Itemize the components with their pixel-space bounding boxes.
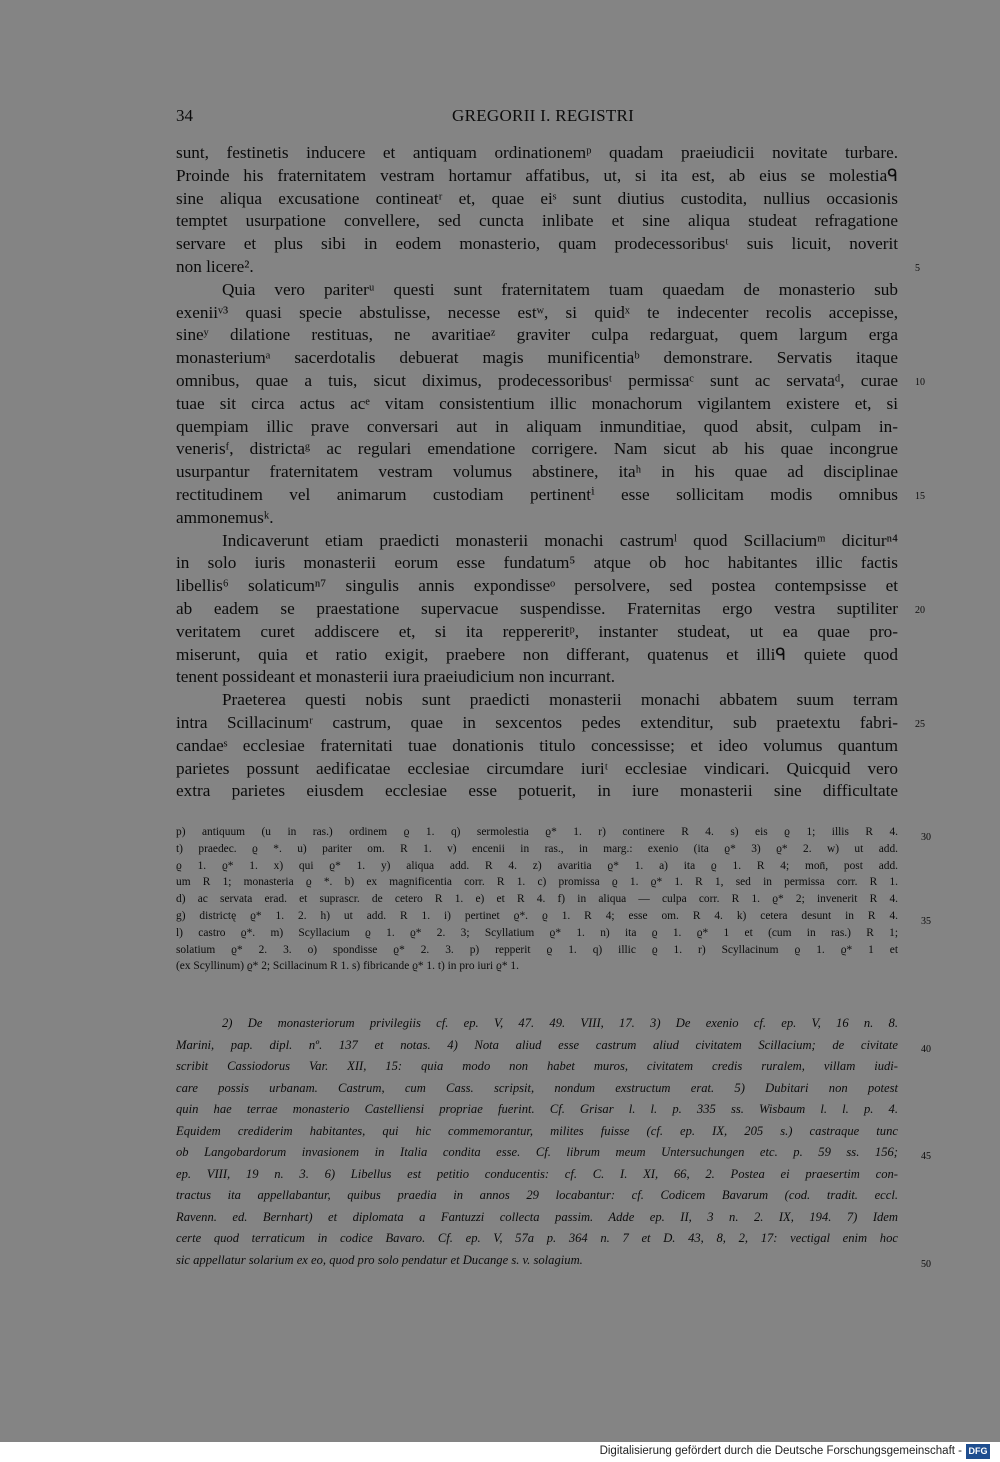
main-line: libellis⁶ solaticumⁿ⁷ singulis annis expondisseᵒ persolvere, sed postea contempsisse et <box>176 576 898 596</box>
line-number: 30 <box>921 832 931 843</box>
app-line: um R 1; monasteria ϱ *. b) ex magnificentia corr. R 1. c) promissa ϱ 1. ϱ* 1. R 1, sed in permissa corr. R 1. <box>176 876 898 889</box>
footer-credit: Digitalisierung gefördert durch die Deutsche Forschungsgemeinschaft - <box>599 1445 962 1457</box>
fn-line: sic appellatur solarium ex eo, quod pro solo pendatur et Ducange s. v. solagium. <box>176 1252 583 1267</box>
fn-line: tractus ita appellabantur, quibus praedia in annos 29 locabantur: cf. Codicem Bavarum (cod. tradit. eccl. <box>176 1188 898 1202</box>
main-line: servare et plus sibi in eodem monasterio, quam prodecessoribusᵗ suis licuit, noverit <box>176 234 898 254</box>
main-line: sineʸ dilatione restituas, ne avaritiaeᶻ graviter culpa redarguat, quem largum erga <box>176 325 898 345</box>
main-line: Praeterea questi nobis sunt praedicti monasterii monachi abbatem suum terram <box>222 690 898 710</box>
main-line: ammonemusᵏ. <box>176 507 274 527</box>
line-number: 40 <box>921 1043 931 1055</box>
fn-line: Marini, pap. dipl. nº. 137 et notas. 4) Nota aliud esse castrum aliud civitatem Scillacium; de civitate <box>176 1037 898 1052</box>
app-line: l) castro ϱ*. m) Scyllacium ϱ 1. ϱ* 2. 3; Scyllatium ϱ* 1. n) ita ϱ 1. ϱ* 1 et (cum in ras.) R 1; <box>176 926 898 939</box>
app-line: p) antiquum (u in ras.) ordinem ϱ 1. q) sermolestia ϱ* 1. r) continere R 4. s) eis ϱ 1; illis R 4. <box>176 826 898 838</box>
line-number: 45 <box>921 1151 931 1162</box>
fn-line: scribit Cassiodorus Var. XII, 15: quia modo non habet muros, civitatem credis ruralem, villam iudi- <box>176 1059 898 1073</box>
main-line: intra Scillacinumʳ castrum, quae in sexcentos pedes extenditur, sub praetextu fabri- <box>176 713 898 732</box>
main-line: temptet usurpatione convellere, sed cuncta inlibate et sine aliqua studeat refragatione <box>176 211 898 231</box>
app-line: (ex Scyllinum) ϱ* 2; Scillacinum R 1. s) fibricande ϱ* 1. t) in pro iuri ϱ* 1. <box>176 960 519 973</box>
main-line: extra parietes eiusdem ecclesiae esse potuerit, in iure monasterii sine difficultate <box>176 781 898 801</box>
main-line: Indicaverunt etiam praedicti monasterii monachi castrumˡ quod Scillaciumᵐ diciturⁿ⁴ <box>222 530 898 550</box>
app-line: ϱ 1. ϱ* 1. x) qui ϱ* 1. y) aliqua add. R 4. z) avaritia ϱ* 1. a) ita ϱ 1. R 4; mon̄, post add. <box>176 859 898 872</box>
main-line: miserunt, quia et ratio exigit, praebere non differant, quatenus et illiᑫ quiete quod <box>176 644 898 664</box>
main-line: Quia vero pariterᵘ questi sunt fraternitatem tuam quaedam de monasterio sub <box>222 279 898 299</box>
fn-line: quin hae terrae monasterio Castelliensi propriae fuerint. Cf. Grisar l. l. p. 335 ss. Wisbaum l. l. p. 4. <box>176 1102 898 1116</box>
line-number: 35 <box>921 916 931 927</box>
line-number: 25 <box>915 719 925 730</box>
fn-line: care possis urbanam. Castrum, cum Cass. scripsit, nondum exstructum erat. 5) Dubitari non potest <box>176 1080 898 1095</box>
main-line: non licere². <box>176 257 254 276</box>
dfg-logo: DFG <box>966 1444 990 1459</box>
main-line: tenent possideant et monasterii iura praeiudicium non incurrant. <box>176 667 616 687</box>
main-line: veritatem curet addiscere et, si ita reppereritᵖ, instanter studeat, ut ea quae pro- <box>176 621 898 641</box>
main-line: rectitudinem vel animarum custodiam pertinentⁱ esse sollicitam modis omnibus <box>176 485 898 504</box>
main-line: usurpantur fraternitatem vestram volumus abstinere, itaʰ in his quae ad disciplinae <box>176 462 898 482</box>
running-title: GREGORII I. REGISTRI <box>452 106 635 125</box>
fn-line: ob Langobardorum invasionem in Italia condita esse. Cf. librum meum Untersuchungen etc. p. 59 ss. 156; <box>176 1145 898 1159</box>
line-number: 50 <box>921 1258 931 1270</box>
main-line: tuae sit circa actus acᵉ vitam consistentium illic monachorum vigilantem existere et, si <box>176 393 898 413</box>
fn-line: certe quod terraticum in codice Bavaro. Cf. ep. V, 57a p. 364 n. 7 et D. 43, 8, 2, 17: vectigal enim hoc <box>176 1231 898 1245</box>
line-number: 10 <box>915 377 925 388</box>
main-line: exeniiᵛ³ quasi specie abstulisse, necesse estʷ, si quidˣ te indecenter recolis accepisse, <box>176 302 898 322</box>
fn-line: 2) De monasteriorum privilegiis cf. ep. V, 47. 49. VIII, 17. 3) De exenio cf. ep. V, 16 n. 8. <box>222 1016 898 1030</box>
fn-line: ep. VIII, 19 n. 3. 6) Libellus est petitio conducentis: cf. C. I. XI, 66, 2. Postea ei praesertim con- <box>176 1166 898 1181</box>
app-line: g) districtę ϱ* 1. 2. h) ut add. R 1. i) pertinet ϱ*. ϱ 1. R 4; esse om. R 4. k) cetera desunt in R 4. <box>176 910 898 922</box>
fn-line: Equidem crediderim habitantes, qui hic commemorantur, milites fuisse (cf. ep. IX, 205 s.) castraque tunc <box>176 1123 898 1138</box>
main-line: venerisᶠ, districtaᵍ ac regulari emendatione corrigere. Nam sicut ab his quae incongrue <box>176 439 898 459</box>
main-line: quempiam illic prave conversari aut in aliquam inmunditiae, quod absit, culpam in- <box>176 416 898 436</box>
main-line: Proinde his fraternitatem vestram hortamur affatibus, ut, si ita est, ab eius se molestiaᑫ <box>176 165 898 185</box>
app-line: d) ac servata erad. et suprascr. de cetero R 1. e) et R 4. f) in aliqua — culpa corr. R 1. ϱ* 2; invenerit R 4. <box>176 893 898 906</box>
line-number: 5 <box>915 263 920 274</box>
main-line: candaeˢ ecclesiae fraternitati tuae donationis titulo concessisse; et ideo volumus quantum <box>176 735 898 755</box>
page-number: 34 <box>176 106 193 125</box>
main-line: sine aliqua excusatione contineatʳ et, quae eiˢ sunt diutius custodita, nullius occasionis <box>176 188 898 208</box>
main-line: monasteriumᵃ sacerdotalis debuerat magis munificentiaᵇ demonstrare. Servatis itaque <box>176 348 898 368</box>
fn-line: Ravenn. ed. Bernhart) et diplomata a Fantuzzi collecta passim. Adde ep. II, 3 n. 2. IX, 194. 7) Idem <box>176 1209 898 1224</box>
main-line: sunt, festinetis inducere et antiquam ordinationemᵖ quadam praeiudicii novitate turbare. <box>176 143 898 162</box>
main-line: ab eadem se praestatione supervacue suspendisse. Fraternitas ergo vestra suptiliter <box>176 599 898 618</box>
app-line: t) praedec. ϱ *. u) pariter om. R 1. v) encenii in ras., in marg.: exenio (ita ϱ* 3) ϱ* 2. w) ut add. <box>176 842 898 855</box>
main-line: parietes possunt aedificatae ecclesiae circumdare iuriᵗ ecclesiae vindicari. Quicquid vero <box>176 758 898 778</box>
line-number: 20 <box>915 605 925 616</box>
app-line: solatium ϱ* 2. 3. o) spondisse ϱ* 2. 3. p) repperit ϱ 1. q) illic ϱ 1. r) Scyllacinum ϱ 1. ϱ* 1 et <box>176 943 898 956</box>
main-line: omnibus, quae a tuis, sicut diximus, prodecessoribusᵗ permissaᶜ sunt ac servataᵈ, curae <box>176 371 898 390</box>
line-number: 15 <box>915 491 925 502</box>
main-line: in solo iuris monasterii eorum esse fundatum⁵ atque ob hoc habitantes illic factis <box>176 553 898 573</box>
